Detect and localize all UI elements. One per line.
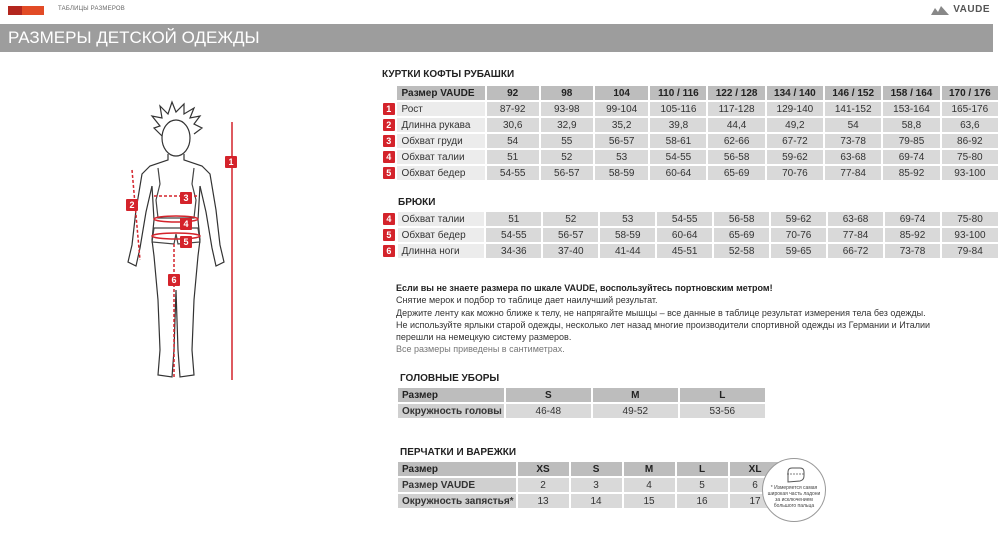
row-number-badge: 2 (383, 119, 395, 131)
brand-swatch-light (22, 6, 44, 15)
table-cell: 45-51 (657, 244, 712, 258)
table-cell: 54 (487, 134, 539, 148)
table-cell: 73-78 (885, 244, 940, 258)
table-cell: 79-84 (942, 244, 998, 258)
figure-marker-2: 2 (126, 195, 138, 213)
table-cell: 56-57 (543, 228, 598, 242)
row-label: Длинна ноги (398, 244, 485, 258)
page-title: РАЗМЕРЫ ДЕТСКОЙ ОДЕЖДЫ (0, 24, 993, 52)
table-cell: 69-74 (885, 212, 940, 226)
table-cell: 58-59 (595, 166, 649, 180)
table-cell: 58-59 (600, 228, 655, 242)
table-cell: 13 (518, 494, 569, 508)
table-cell: 30,6 (487, 118, 539, 132)
size-header: XS (518, 462, 569, 476)
table-cell: 60-64 (650, 166, 706, 180)
size-header: L (680, 388, 765, 402)
measurement-notes (396, 282, 956, 356)
table-cell: 51 (487, 150, 539, 164)
table-cell: 93-100 (942, 228, 998, 242)
table-cell: 65-69 (714, 228, 769, 242)
table-cell: 37-40 (543, 244, 598, 258)
brand-swatch-dark (8, 6, 22, 15)
pants-size-table (380, 210, 1000, 260)
figure-marker-5: 5 (180, 232, 192, 250)
size-header: S (571, 462, 622, 476)
notes-line: Снятие мерок и подбор то таблице дает наилучший результат. (396, 295, 658, 306)
table-cell: 51 (486, 212, 541, 226)
table-cell: 52-58 (714, 244, 769, 258)
table-cell: 2 (518, 478, 569, 492)
headwear-size-table (396, 386, 767, 420)
table-cell: 66-72 (828, 244, 883, 258)
table-cell: 54-55 (487, 166, 539, 180)
row-number-badge: 3 (383, 135, 395, 147)
table-header-row (398, 388, 765, 402)
table-cell: 54-55 (657, 212, 712, 226)
notes-headline: Если вы не знаете размера по шкале VAUDE, воспользуйтесь портновским метром! (396, 283, 773, 293)
table-cell: 3 (571, 478, 622, 492)
table-cell: 35,2 (595, 118, 649, 132)
table-header-row (398, 462, 781, 476)
table-cell: 63,6 (942, 118, 998, 132)
size-header: L (677, 462, 728, 476)
table-cell: 17 (730, 494, 781, 508)
table-cell: 16 (677, 494, 728, 508)
pants-title: БРЮКИ (398, 197, 436, 208)
figure-marker-4: 4 (180, 214, 192, 232)
table-cell: 62-66 (708, 134, 764, 148)
row-number-badge: 5 (383, 167, 395, 179)
table-row (398, 478, 781, 492)
row-number-badge: 1 (383, 103, 395, 115)
table-cell: 86-92 (942, 134, 998, 148)
table-cell: 63-68 (828, 212, 883, 226)
row-number-badge: 4 (383, 213, 395, 225)
table-cell: 46-48 (506, 404, 591, 418)
vaude-logo (931, 4, 990, 15)
table-cell: 59-62 (767, 150, 823, 164)
row-number-badge: 5 (383, 229, 395, 241)
table-cell: 39,8 (650, 118, 706, 132)
size-header: 134 / 140 (767, 86, 823, 100)
size-header: 158 / 164 (883, 86, 939, 100)
top-label: ТАБЛИЦЫ РАЗМЕРОВ (58, 6, 125, 12)
table-row (382, 102, 998, 116)
table-cell: 54 (825, 118, 881, 132)
table-cell: 59-62 (771, 212, 826, 226)
row-label: Обхват талии (397, 150, 484, 164)
row-label: Размер VAUDE (398, 478, 516, 492)
table-cell: 93-100 (942, 166, 998, 180)
figure-marker-3: 3 (180, 188, 192, 206)
table-cell: 65-69 (708, 166, 764, 180)
table-row (382, 166, 998, 180)
table-cell: 52 (543, 212, 598, 226)
notes-line: Не используйте ярлыки старой одежды, несколько лет назад многие производители спортивной одежды из Германии и Италии перешли на немецкую систему размеров. (396, 319, 931, 343)
table-header-row (382, 86, 998, 100)
table-cell: 41-44 (600, 244, 655, 258)
table-cell: 60-64 (657, 228, 712, 242)
row-number-badge: 4 (383, 151, 395, 163)
table-cell: 153-164 (883, 102, 939, 116)
row-number-badge: 6 (383, 245, 395, 257)
table-cell: 54-55 (650, 150, 706, 164)
table-cell: 79-85 (883, 134, 939, 148)
table-cell: 5 (677, 478, 728, 492)
table-cell: 34-36 (486, 244, 541, 258)
size-header: XL (730, 462, 781, 476)
table-cell: 77-84 (828, 228, 883, 242)
table-cell: 56-58 (708, 150, 764, 164)
table-row (382, 134, 998, 148)
header-label: Размер (398, 388, 504, 402)
table-cell: 70-76 (767, 166, 823, 180)
table-cell: 52 (541, 150, 593, 164)
table-cell: 49-52 (593, 404, 678, 418)
table-cell: 6 (730, 478, 781, 492)
table-cell: 93-98 (541, 102, 593, 116)
header-label: Размер VAUDE (397, 86, 484, 100)
table-cell: 4 (624, 478, 675, 492)
row-label: Обхват талии (398, 212, 485, 226)
row-label: Длинна рукава (397, 118, 484, 132)
size-header: 122 / 128 (708, 86, 764, 100)
row-label: Окружность запястья* (398, 494, 516, 508)
table-cell: 15 (624, 494, 675, 508)
figure-marker-1: 1 (225, 152, 237, 170)
gloves-size-table (396, 460, 783, 510)
table-cell: 117-128 (708, 102, 764, 116)
hand-icon (785, 464, 807, 484)
glove-footnote: * Измеряется самая широкая часть ладони за исключением большого пальца (767, 485, 821, 509)
table-cell: 87-92 (487, 102, 539, 116)
table-cell: 105-116 (650, 102, 706, 116)
table-cell: 58,8 (883, 118, 939, 132)
table-cell: 141-152 (825, 102, 881, 116)
size-header: 110 / 116 (650, 86, 706, 100)
table-cell: 58-61 (650, 134, 706, 148)
table-cell: 53 (600, 212, 655, 226)
notes-units: Все размеры приведены в сантиметрах. (396, 344, 565, 355)
table-cell: 165-176 (942, 102, 998, 116)
row-label: Обхват бедер (397, 166, 484, 180)
table-row (398, 404, 765, 418)
size-header: M (624, 462, 675, 476)
table-row (382, 228, 998, 242)
table-cell: 14 (571, 494, 622, 508)
row-label: Обхват бедер (398, 228, 485, 242)
table-cell: 85-92 (885, 228, 940, 242)
size-header: 170 / 176 (942, 86, 998, 100)
table-cell: 53 (595, 150, 649, 164)
table-row (382, 244, 998, 258)
size-header: 92 (487, 86, 539, 100)
table-cell: 44,4 (708, 118, 764, 132)
table-cell: 63-68 (825, 150, 881, 164)
size-header: S (506, 388, 591, 402)
table-cell: 56-58 (714, 212, 769, 226)
table-cell: 85-92 (883, 166, 939, 180)
size-header: 98 (541, 86, 593, 100)
table-cell: 54-55 (486, 228, 541, 242)
table-row (382, 150, 998, 164)
table-cell: 53-56 (680, 404, 765, 418)
table-cell: 75-80 (942, 212, 998, 226)
mountain-logo-icon (931, 5, 949, 15)
table-cell: 77-84 (825, 166, 881, 180)
glove-measure-hint (762, 458, 826, 522)
size-header: 146 / 152 (825, 86, 881, 100)
gloves-title: ПЕРЧАТКИ И ВАРЕЖКИ (400, 447, 517, 458)
jackets-size-table (380, 84, 1000, 182)
row-label: Окружность головы (398, 404, 504, 418)
table-cell: 129-140 (767, 102, 823, 116)
size-header: M (593, 388, 678, 402)
table-cell: 99-104 (595, 102, 649, 116)
table-row (398, 494, 781, 508)
table-cell: 73-78 (825, 134, 881, 148)
table-row (382, 212, 998, 226)
notes-line: Держите ленту как можно ближе к телу, не напрягайте мышцы – все данные в таблице результат измерения тела без одежды. (396, 307, 926, 318)
table-cell: 49,2 (767, 118, 823, 132)
table-cell: 32,9 (541, 118, 593, 132)
table-cell: 69-74 (883, 150, 939, 164)
brand-name: VAUDE (953, 4, 990, 15)
table-cell: 59-65 (771, 244, 826, 258)
table-cell: 55 (541, 134, 593, 148)
jackets-title: КУРТКИ КОФТЫ РУБАШКИ (382, 69, 515, 80)
header-label: Размер (398, 462, 516, 476)
table-cell: 56-57 (541, 166, 593, 180)
figure-marker-6: 6 (168, 270, 180, 288)
table-cell: 56-57 (595, 134, 649, 148)
row-label: Обхват груди (397, 134, 484, 148)
size-header: 104 (595, 86, 649, 100)
table-cell: 75-80 (942, 150, 998, 164)
table-cell: 67-72 (767, 134, 823, 148)
row-label: Рост (397, 102, 484, 116)
table-cell: 70-76 (771, 228, 826, 242)
headwear-title: ГОЛОВНЫЕ УБОРЫ (400, 373, 500, 384)
table-row (382, 118, 998, 132)
